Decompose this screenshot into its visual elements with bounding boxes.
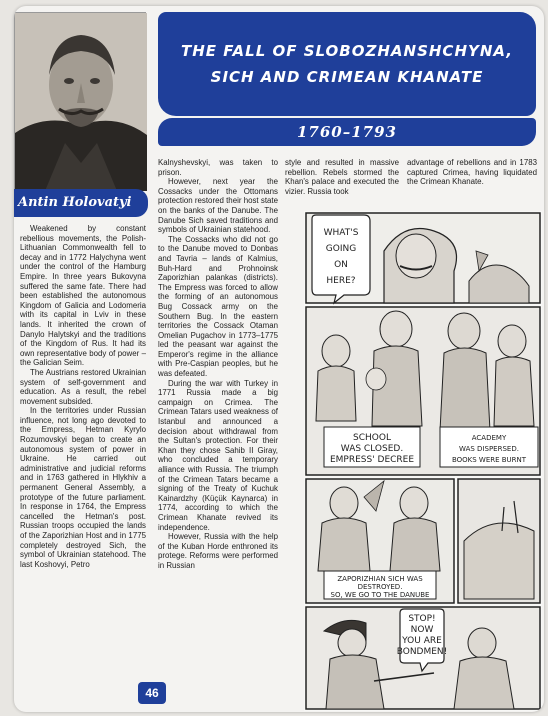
caption-academy-line-1: ACADEMY [471,434,507,442]
text-column-3 [285,158,399,196]
caption-school-line-2: WAS CLOSED. [340,444,404,454]
date-banner [158,118,536,146]
paragraph: During the war with Turkey in 1771 Russia made a big campaign on Crimea. The Crimean Tatars used weakness of Istanbul and announced a decision about withdrawal from the Sultan's protection. For their Khan they chose Sahib II Giray, who concluded a temporary alliance with Russia. The triumph of the Crimean Tatars became a signing of the Treaty of Kuchuk Kainardzhy (Küçük Kaynarca) in 1774, according to which the Crimean Khanate revived its independence. [158,378,278,532]
paragraph: However, Russia with the help of the Kuban Horde enthroned its protege. Reforms were performed in Russian [158,532,278,570]
caption-sich-line-1: ZAPORIZHIAN SICH WAS [337,575,423,583]
caption-sich-line-2: DESTROYED. [357,583,403,591]
paragraph: advantage of rebellions and in 1783 captured Crimea, having liquidated the Crimean Khanate. [407,158,537,187]
comic-illustration [304,211,542,711]
paragraph: style and resulted in massive rebellion. Rebels stormed the Khan's palace and executed the vizier. Russia took [285,158,399,196]
caption-school-line-3: EMPRESS' DECREE [329,455,415,465]
portrait-image [14,12,146,190]
paragraph: The Austrians restored Ukrainian system of self-government and education. As a result, the rebel movement subsided. [20,367,146,406]
date-range: 1760–1793 [297,123,397,141]
caption-academy-line-2: WAS DISPERSED. [459,445,519,453]
paragraph: However, next year the Cossacks under the Ottomans protection restored their host state on the banks of the Danube. The Danube Sich saved traditions and symbols of Ukrainian statehood. [158,177,278,235]
page-number: 46 [138,682,166,704]
title-line-2: SICH AND CRIMEAN KHANATE [210,68,484,86]
book-page [14,6,544,712]
paragraph: Kalnyshevskyi, was taken to prison. [158,158,278,177]
bubble-1-line-1: WHAT'S [323,228,359,238]
paragraph: The Cossacks who did not go to the Danube moved to Donbas and Tavria – lands of Kalmius, Buh-Hard and Prohnoinsk Zaporizhian palankas (districts). The Empress was forced to allow the forming of an autonomous Bug Cossack army on the Southern Bug. In the eastern territories the Cossack Otaman Omelian Pugachov in 1773–1775 led the peasant war against the Emperor's regime in the alliance with Pre-Caspian peoples, but he was defeated. [158,234,278,379]
bubble-1-line-3: ON [334,260,348,270]
text-column-4 [407,158,537,187]
title-banner [158,12,536,116]
comic-panels [304,211,542,711]
caption-school-line-1: SCHOOL [353,433,391,443]
bubble-1-line-2: GOING [325,244,357,254]
bubble-stop-line-3: YOU ARE [402,636,442,646]
portrait-caption-banner [14,189,148,217]
caption-sich-line-3: SO, WE GO TO THE DANUBE [330,591,430,599]
caption-academy-line-3: BOOKS WERE BURNT [451,456,527,464]
portrait-caption: Antin Holovatyi [18,195,132,210]
text-column-2 [158,158,278,571]
portrait-drawing [15,13,147,191]
bubble-stop-line-1: STOP! [408,614,436,624]
bubble-1-line-4: HERE? [326,276,356,286]
text-column-1 [20,224,146,569]
paragraph: In the territories under Russian influence, not long ago devoted to the Empress, Hetman Kyrylo Rozumovskyi began to create an autonomous system of power in Ukraine. He carried out administrative and judicial reforms and in 1763 gathered in Hlykhiv a permanent General Assembly, a prototype of the future parliament. In response in 1764, the Empress cancelled the Hetman's post. Russian troops occupied the lands of the Zaporizhian Host and in 1775 completely destroyed Sich, the symbol of Ukrainian statehood. The last Koshovyi, Petro [20,406,146,569]
bubble-stop-line-4: BONDMEN! [396,647,448,657]
title-line-1: THE FALL OF SLOBOZHANSHCHYNA, [180,42,513,60]
bubble-stop-line-2: NOW [410,625,434,635]
paragraph: Weakened by constant rebellious movements, the Polish-Lithuanian Commonwealth fell to decay and in 1772 Halychyna went under the control of the Hamburg Empire. In three years Bukovyna suffered the same fate. There had been established the autonomous Kingdom of Galicia and Lodomeria with its capital in Lviv in these lands. It inherited the crown of Danylo Halytskyi and the traditions of the Kingdom of Rus. It had its own representative body of power – the Galician Seim. [20,224,146,368]
